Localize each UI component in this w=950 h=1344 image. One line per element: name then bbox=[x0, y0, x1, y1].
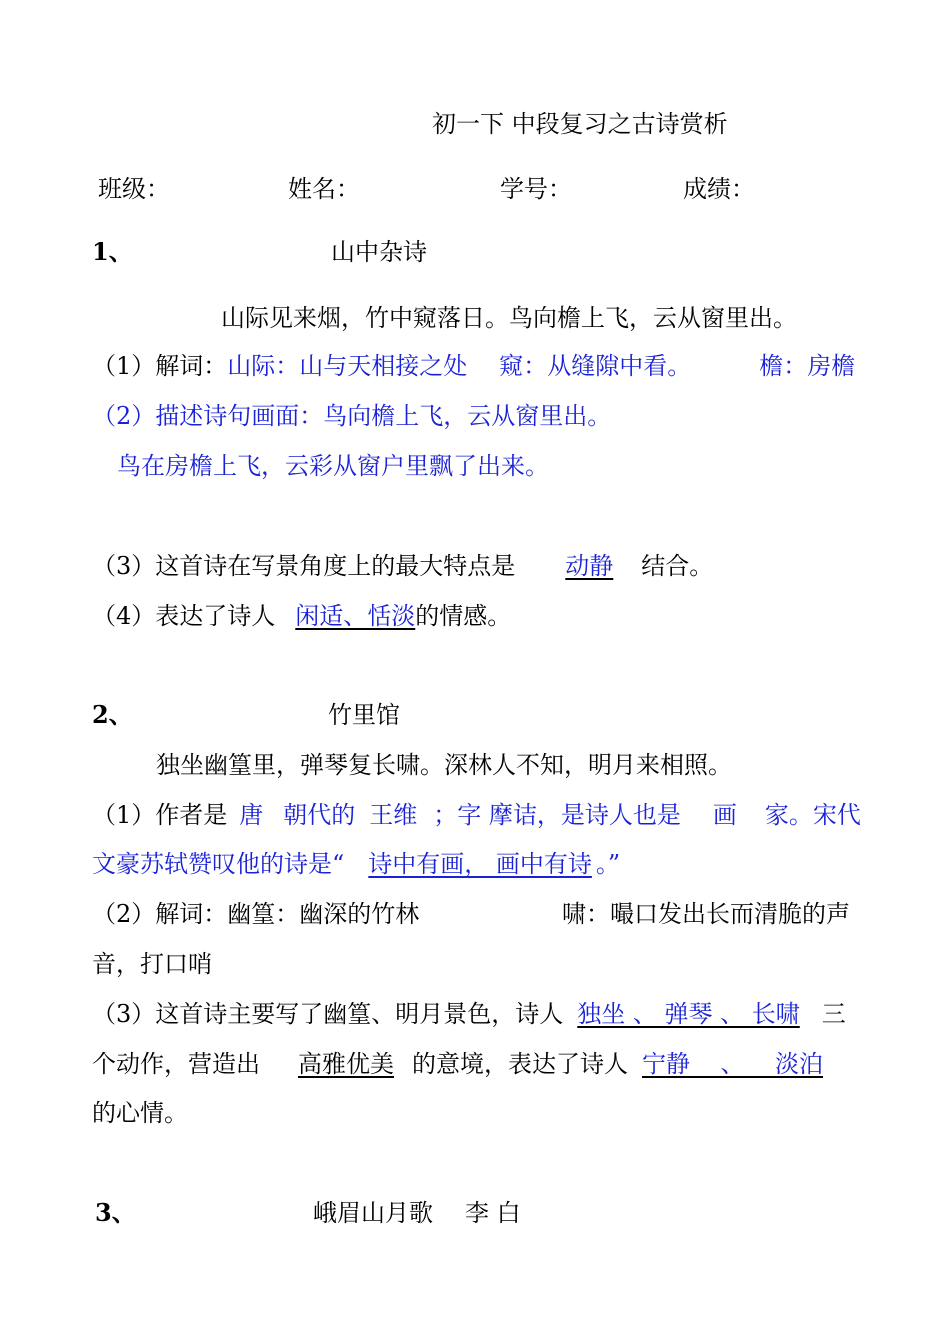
section-1-poem-title: 山中杂诗 bbox=[331, 238, 427, 266]
s1-q1-answer-b: 窥：从缝隙中看。 bbox=[499, 352, 692, 380]
s1-q1-label: （1）解词： bbox=[92, 352, 228, 380]
s2-q1-mid-1: 朝代的 bbox=[283, 801, 356, 829]
section-1-poem-text: 山际见来烟，竹中窥落日。鸟向檐上飞，云从窗里出。 bbox=[221, 304, 797, 332]
s1-q1-answer-c: 檐：房檐 bbox=[759, 352, 856, 380]
score-label: 成绩： bbox=[683, 175, 755, 203]
s1-question-1 bbox=[92, 350, 855, 382]
student-id-label: 学号： bbox=[500, 175, 572, 203]
s2-question-1-line-2 bbox=[92, 848, 620, 880]
s2-question-2-b: 啸：嘬口发出长而清脆的声 bbox=[562, 900, 850, 928]
s2-q1-dynasty: 唐 bbox=[239, 801, 264, 829]
s2-q1-line2-text: 文豪苏轼赞叹他的诗是“ bbox=[92, 850, 345, 878]
section-2-poem-text: 独坐幽篁里，弹琴复长啸。深林人不知，明月来相照。 bbox=[156, 751, 732, 779]
section-2-number: 2、 bbox=[92, 700, 133, 729]
s1-q3-suffix: 结合。 bbox=[641, 552, 714, 580]
s1-q3-blank bbox=[515, 552, 641, 580]
s1-q4-text: （4）表达了诗人 bbox=[92, 602, 276, 630]
s2-q1-mid-2: ；字 摩诘，是诗人也是 bbox=[433, 801, 681, 829]
s2-q1-line2-suffix: 。” bbox=[595, 850, 621, 878]
s2-q3-actions: 独坐 、 弹琴 、 长啸 bbox=[577, 1000, 800, 1028]
s2-q1-quote-blank bbox=[344, 850, 596, 878]
section-3-author: 李 白 bbox=[465, 1199, 521, 1227]
s1-question-2: （2）描述诗句画面：鸟向檐上飞，云从窗里出。 bbox=[92, 402, 612, 430]
s2-question-1-line-1 bbox=[92, 799, 861, 831]
s2-question-3-line-3: 的心情。 bbox=[92, 1099, 188, 1127]
s2-question-2-a: （2）解词：幽篁：幽深的竹林 bbox=[92, 900, 420, 928]
page-title: 初一下 中段复习之古诗赏析 bbox=[432, 110, 728, 138]
class-label: 班级： bbox=[98, 175, 170, 203]
s2-q3-mood-blank bbox=[260, 1050, 412, 1078]
s1-q4-blank bbox=[275, 602, 415, 630]
s1-q3-text: （3）这首诗在写景角度上的最大特点是 bbox=[92, 552, 516, 580]
s1-question-2-answer: 鸟在房檐上飞，云彩从窗户里飘了出来。 bbox=[117, 452, 549, 480]
s2-q1-mid-3: 家。宋代 bbox=[764, 801, 861, 829]
s2-q3-text: （3）这首诗主要写了幽篁、明月景色，诗人 bbox=[92, 1000, 564, 1028]
s1-q4-answer: 闲适、恬淡 bbox=[295, 602, 416, 630]
s1-question-4 bbox=[92, 600, 511, 632]
s2-q1-author: 王维 bbox=[369, 801, 418, 829]
section-2-poem-title: 竹里馆 bbox=[328, 701, 400, 729]
s2-q3-mood: 高雅优美 bbox=[298, 1050, 394, 1078]
section-3-number: 3、 bbox=[95, 1198, 136, 1227]
section-3-poem-title: 峨眉山月歌 bbox=[313, 1199, 433, 1227]
s2-question-2-c: 音，打口哨 bbox=[92, 950, 212, 978]
name-label: 姓名： bbox=[288, 175, 360, 203]
s1-q3-answer: 动静 bbox=[565, 552, 614, 580]
s2-q3-line2-mid: 的意境，表达了诗人 bbox=[412, 1050, 628, 1078]
s2-q1-text: （1）作者是 bbox=[92, 801, 228, 829]
s2-q3-feel-blank bbox=[636, 1050, 823, 1078]
s2-q3-suffix: 三 bbox=[821, 1000, 846, 1028]
s1-q4-suffix: 的情感。 bbox=[415, 602, 512, 630]
s2-question-3-line-1 bbox=[92, 998, 846, 1030]
section-1-number: 1、 bbox=[92, 237, 133, 266]
s1-question-3 bbox=[92, 550, 713, 582]
s2-q1-quote: 诗中有画， 画中有诗 bbox=[368, 850, 592, 878]
s2-q3-feel: 宁静 、 淡泊 bbox=[642, 1050, 824, 1078]
s2-q3-line2-text: 个动作，营造出 bbox=[92, 1050, 260, 1078]
s2-q1-art: 画 bbox=[712, 801, 737, 829]
s2-question-3-line-2 bbox=[92, 1048, 823, 1080]
s1-q1-answer-a: 山际：山与天相接之处 bbox=[227, 352, 468, 380]
s2-q3-actions-blank bbox=[563, 1000, 814, 1028]
